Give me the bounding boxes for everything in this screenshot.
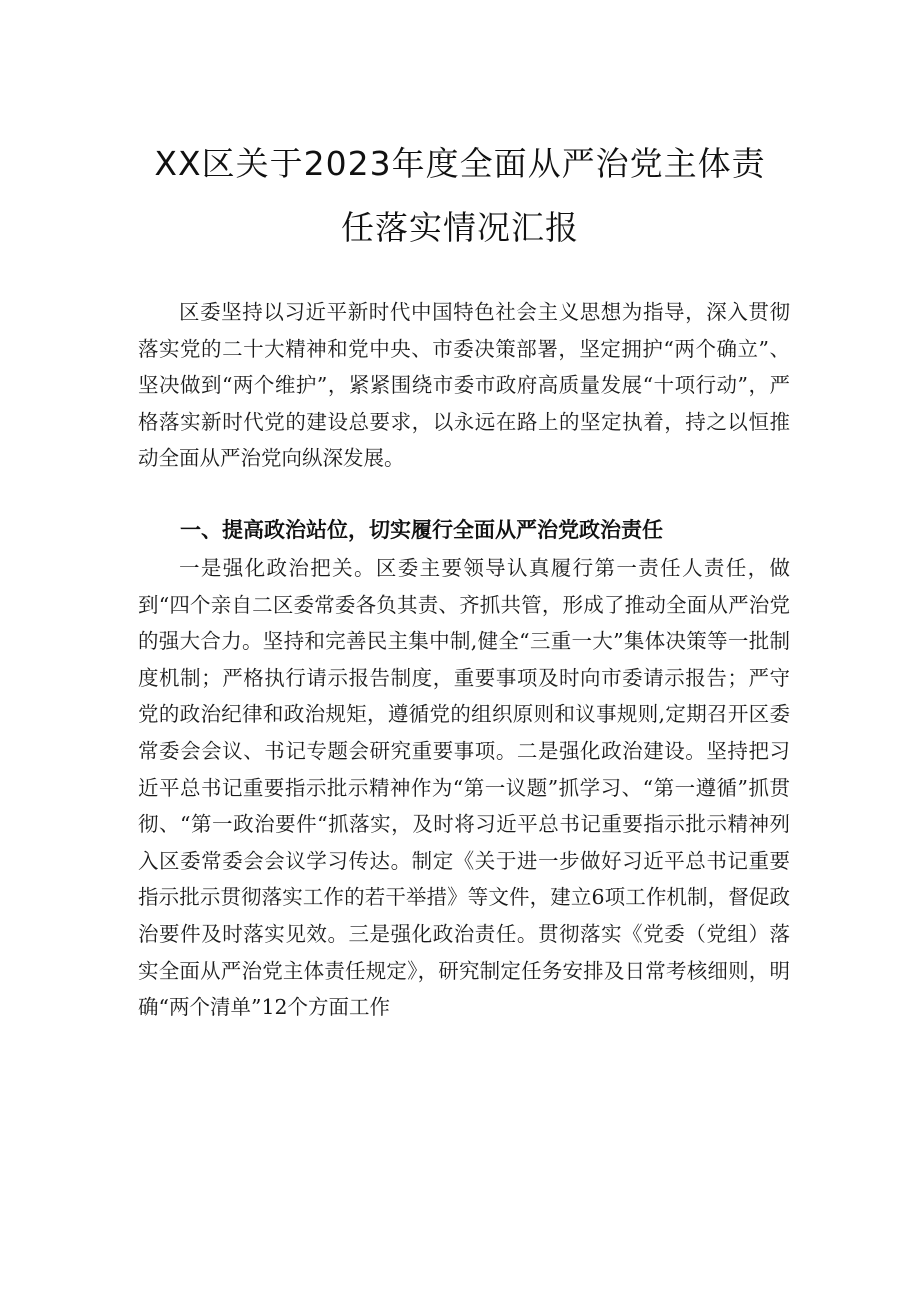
section-heading: 一、提高政治站位，切实履行全面从严治党政治责任 [180,518,663,542]
intro-paragraph: 区委坚持以习近平新时代中国特色社会主义思想为指导，深入贯彻落实党的二十大精神和党中央、市委决策部署，坚定拥护“两个确立”、坚决做到“两个维护”，紧紧围绕市委市政府高质量发展“十项行动”，严格落实新时代党的建设总要求，以永远在路上的坚定执着，持之以恒推动全面从严治党向纵深发展。 [138,300,790,471]
document-title-line-1: XX区关于2023年度全面从严治党主体责 [154,144,766,183]
section-body-paragraph: 一是强化政治把关。区委主要领导认真履行第一责任人责任，做到“四个亲自二区委常委各负其责、齐抓共管，形成了推动全面从严治党的强大合力。坚持和完善民主集中制,健全“三重一大”集体决策等一批制度机制；严格执行请示报告制度，重要事项及时向市委请示报告；严守党的政治纪律和政治规矩，遵循党的组织原则和议事规则,定期召开区委常委会会议、书记专题会研究重要事项。二是强化政治建设。坚持把习近平总书记重要指示批示精神作为“第一议题”抓学习、“第一遵循”抓贯彻、“第一政治要件“抓落实，及时将习近平总书记重要指示批示精神列入区委常委会会议学习传达。制定《关于进一步做好习近平总书记重要指示批示贯彻落实工作的若干举措》等文件，建立6项工作机制，督促政治要件及时落实见效。三是强化政治责任。贯彻落实《党委（党组）落实全面从严治党主体责任规定》，研究制定任务安排及日常考核细则，明确“两个清单”12个方面工作 [138,556,790,1020]
document-title-line-2: 任落实情况汇报 [341,208,579,247]
